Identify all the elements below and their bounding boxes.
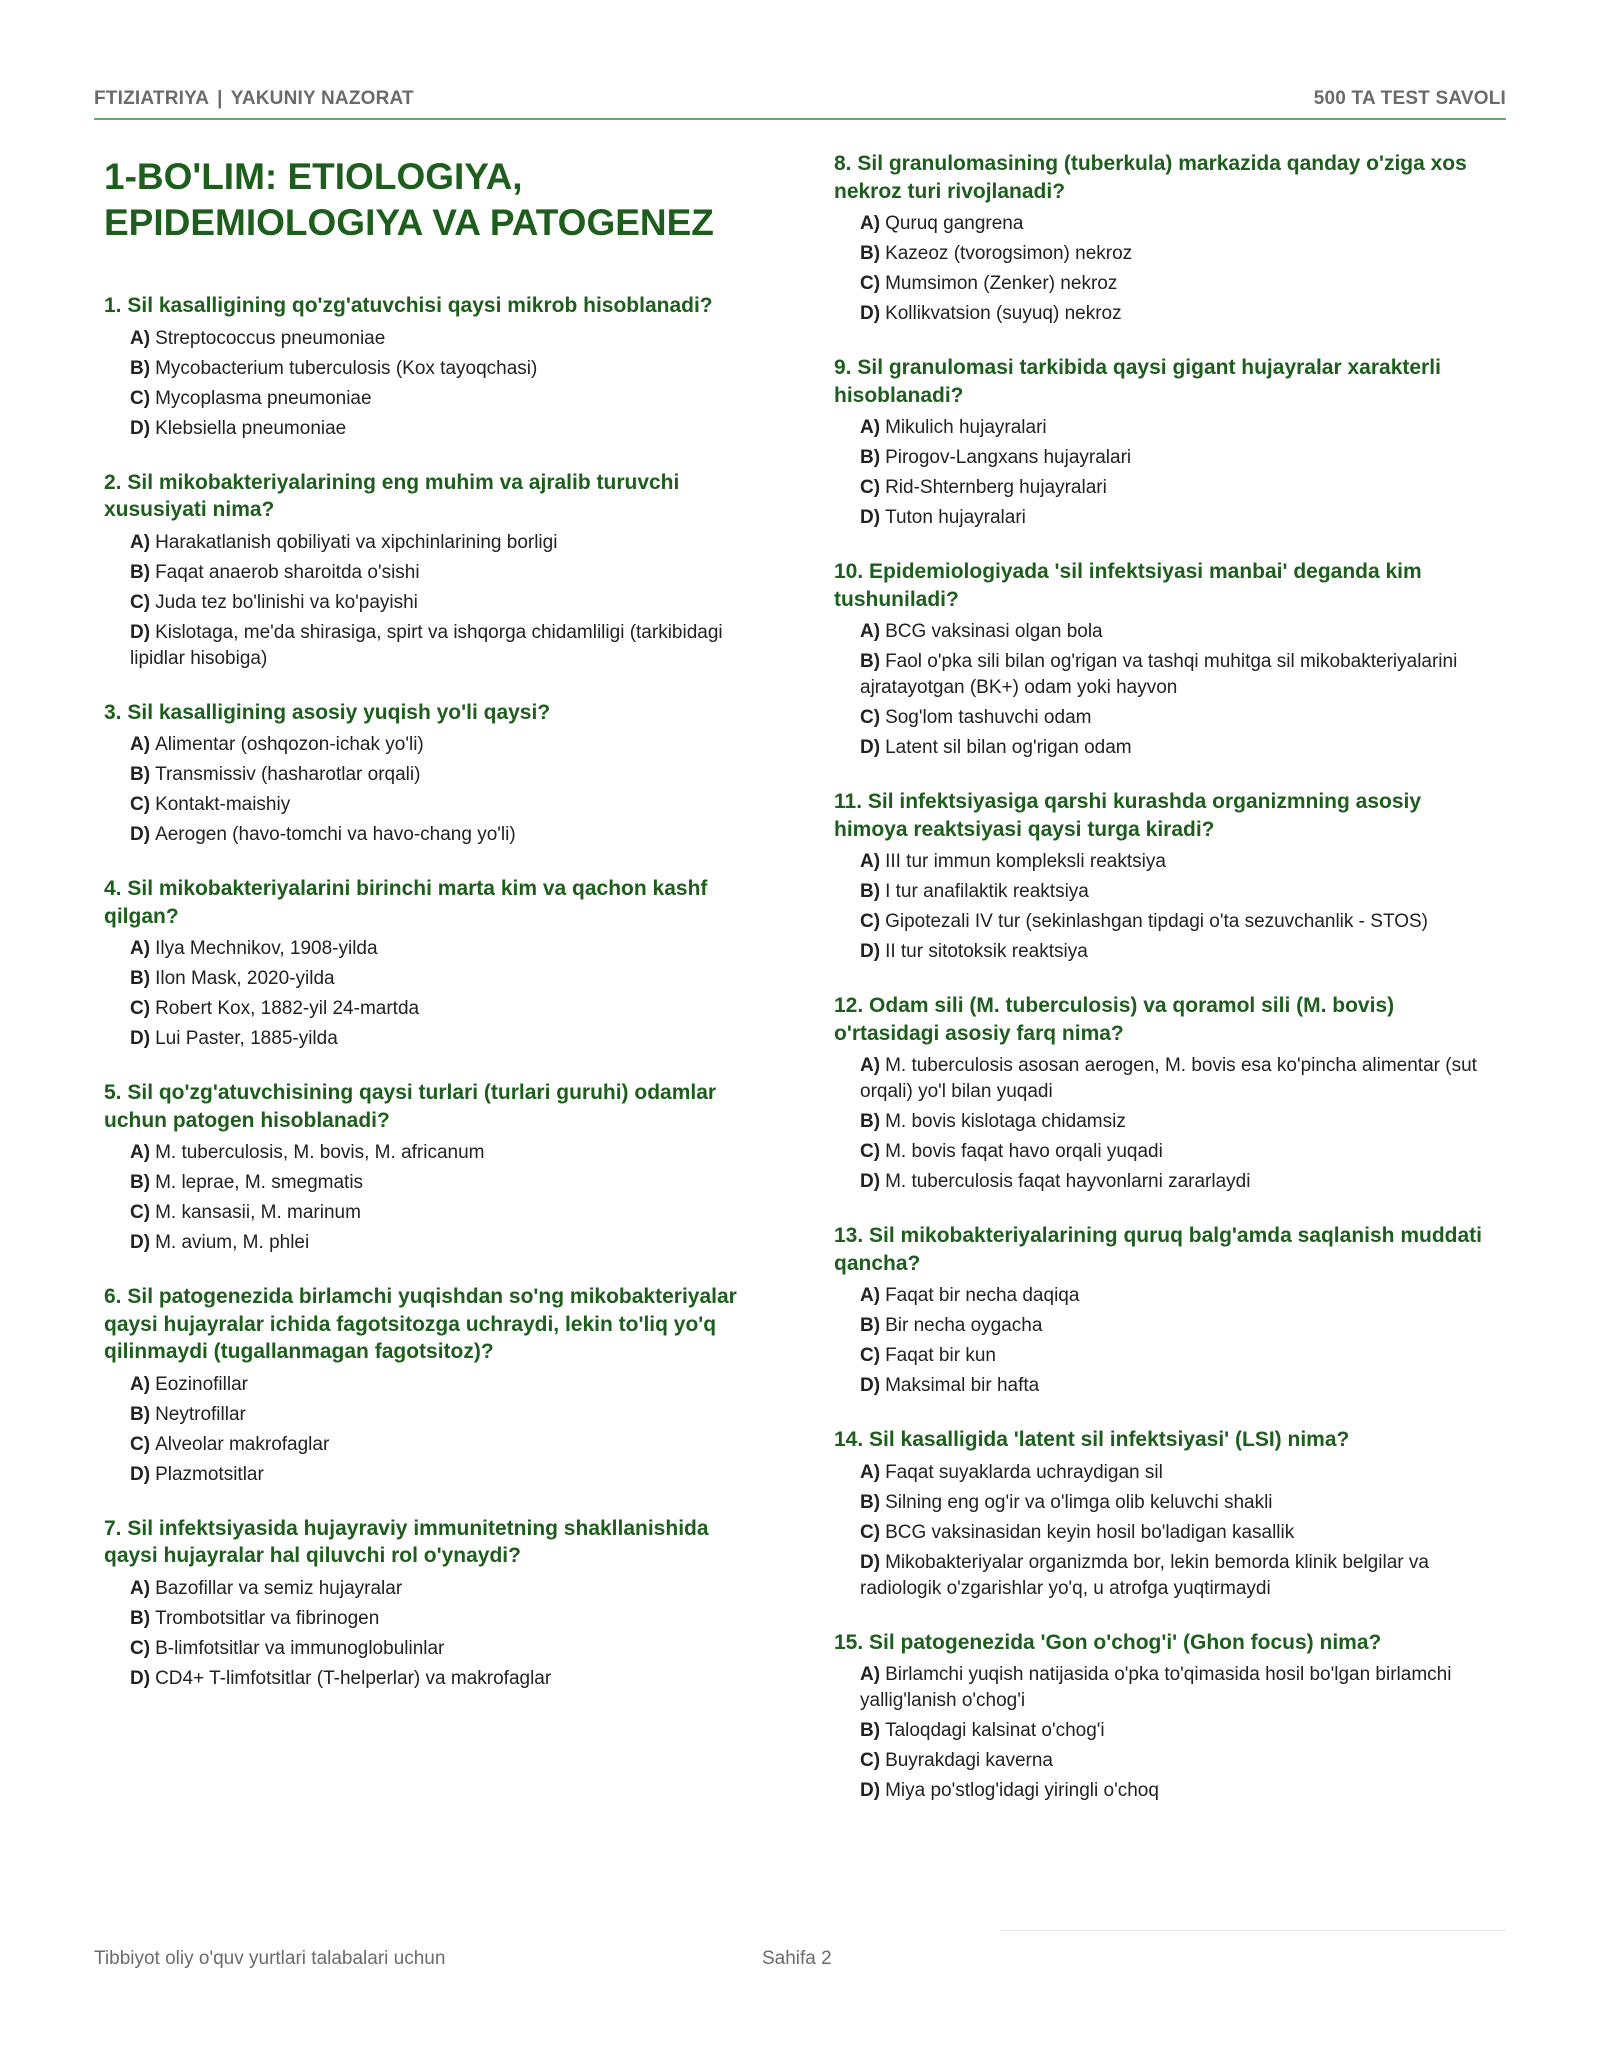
question-text: 2. Sil mikobakteriyalarining eng muhim va ajralib turuvchi xususiyati nima? bbox=[104, 470, 680, 521]
option-letter: A) bbox=[130, 938, 151, 959]
answer-option bbox=[834, 301, 1494, 327]
question-block bbox=[834, 992, 1494, 1195]
option-text: Tuton hujayralari bbox=[885, 507, 1026, 528]
answer-option bbox=[104, 792, 764, 818]
option-letter: D) bbox=[130, 1463, 151, 1485]
option-letter: A) bbox=[130, 734, 151, 755]
option-letter: A) bbox=[860, 1664, 881, 1685]
option-letter: D) bbox=[130, 824, 151, 845]
option-text: Eozinofillar bbox=[155, 1373, 248, 1395]
option-text: Maksimal bir hafta bbox=[885, 1375, 1040, 1396]
question-list-right bbox=[834, 150, 1494, 1804]
option-text: BCG vaksinasidan keyin hosil bo'ladigan kasallik bbox=[885, 1521, 1295, 1543]
option-text: Kontakt-maishiy bbox=[155, 794, 291, 815]
option-letter: C) bbox=[860, 1750, 881, 1771]
option-text: M. bovis kislotaga chidamsiz bbox=[885, 1111, 1126, 1132]
answer-option bbox=[104, 1230, 764, 1256]
answer-option bbox=[834, 475, 1494, 501]
option-text: Faqat bir necha daqiqa bbox=[885, 1285, 1080, 1306]
option-text: B-limfotsitlar va immunoglobulinlar bbox=[155, 1637, 445, 1659]
option-letter: D) bbox=[860, 507, 881, 528]
answer-option bbox=[104, 1200, 764, 1226]
option-text: Pirogov-Langxans hujayralari bbox=[885, 447, 1132, 468]
left-column bbox=[104, 150, 764, 1719]
question-text: 9. Sil granulomasi tarkibida qaysi gigant hujayralar xarakterli hisoblanadi? bbox=[834, 356, 1441, 407]
answer-option bbox=[104, 1372, 764, 1398]
answer-option bbox=[834, 1490, 1494, 1516]
question-text: 8. Sil granulomasining (tuberkula) markazida qanday o'ziga xos nekroz turi rivojlanadi? bbox=[834, 152, 1467, 203]
option-letter: C) bbox=[860, 1141, 881, 1162]
option-text: Birlamchi yuqish natijasida o'pka to'qimasida hosil bo'lgan birlamchi yallig'lanish o'chog'i bbox=[860, 1664, 1452, 1711]
question-block bbox=[104, 1515, 764, 1692]
answer-option bbox=[104, 1576, 764, 1602]
option-text: Neytrofillar bbox=[155, 1403, 246, 1425]
option-text: M. tuberculosis faqat hayvonlarni zararlaydi bbox=[885, 1171, 1251, 1192]
answer-option bbox=[104, 1606, 764, 1632]
option-letter: A) bbox=[130, 327, 151, 349]
option-text: Aerogen (havo-tomchi va havo-chang yo'li) bbox=[155, 824, 516, 845]
option-text: Kazeoz (tvorogsimon) nekroz bbox=[885, 243, 1133, 264]
option-text: M. kansasii, M. marinum bbox=[155, 1202, 361, 1223]
question-block bbox=[104, 469, 764, 672]
question-text: 3. Sil kasalligining asosiy yuqish yo'li qaysi? bbox=[104, 700, 551, 724]
page-header bbox=[94, 88, 1506, 120]
option-text: Plazmotsitlar bbox=[155, 1463, 264, 1485]
option-text: Quruq gangrena bbox=[885, 213, 1024, 234]
option-letter: B) bbox=[860, 651, 881, 672]
answer-option bbox=[834, 1139, 1494, 1165]
option-text: BCG vaksinasi olgan bola bbox=[885, 621, 1103, 642]
option-text: Mycoplasma pneumoniae bbox=[155, 387, 372, 409]
section-title: 1-BO'LIM: ETIOLOGIYA, EPIDEMIOLOGIYA VA PATOGENEZ bbox=[104, 156, 714, 243]
option-text: Mikobakteriyalar organizmda bor, lekin bemorda klinik belgilar va radiologik o'zgarishlar yo'q, u atrofga yuqtirmaydi bbox=[860, 1551, 1429, 1599]
option-text: Faol o'pka sili bilan og'rigan va tashqi muhitga sil mikobakteriyalarini ajratayotgan (BK+) odam yoki hayvon bbox=[860, 651, 1458, 698]
option-text: Harakatlanish qobiliyati va xipchinlarining borligi bbox=[155, 531, 558, 553]
option-letter: C) bbox=[860, 1345, 881, 1366]
option-text: Robert Kox, 1882-yil 24-martda bbox=[155, 998, 420, 1019]
question-list-left bbox=[104, 292, 764, 1692]
option-letter: B) bbox=[130, 764, 151, 785]
option-text: CD4+ T-limfotsitlar (T-helperlar) va makrofaglar bbox=[155, 1667, 552, 1689]
question-text: 12. Odam sili (M. tuberculosis) va qoramol sili (M. bovis) o'rtasidagi asosiy farq nima? bbox=[834, 994, 1395, 1045]
answer-option bbox=[104, 1666, 764, 1692]
question-block bbox=[104, 292, 764, 442]
option-letter: A) bbox=[130, 1577, 151, 1599]
question-text: 11. Sil infektsiyasiga qarshi kurashda organizmning asosiy himoya reaktsiyasi qaysi turga kiradi? bbox=[834, 790, 1422, 841]
option-letter: C) bbox=[130, 1637, 151, 1659]
question-text: 5. Sil qo'zg'atuvchisining qaysi turlari (turlari guruhi) odamlar uchun patogen hisoblanadi? bbox=[104, 1081, 717, 1132]
option-text: Taloqdagi kalsinat o'chog'i bbox=[885, 1720, 1105, 1741]
option-letter: B) bbox=[130, 561, 151, 583]
answer-option bbox=[104, 416, 764, 442]
option-text: M. leprae, M. smegmatis bbox=[155, 1172, 364, 1193]
option-text: Mikulich hujayralari bbox=[885, 417, 1047, 438]
answer-option bbox=[104, 732, 764, 758]
option-text: M. tuberculosis asosan aerogen, M. bovis esa ko'pincha alimentar (sut orqali) yo'l bilan yuqadi bbox=[860, 1055, 1477, 1102]
option-text: Ilon Mask, 2020-yilda bbox=[155, 968, 335, 989]
question-block bbox=[834, 1426, 1494, 1602]
page-footer bbox=[94, 1948, 1506, 1970]
answer-option bbox=[834, 1283, 1494, 1309]
option-text: Alveolar makrofaglar bbox=[155, 1433, 330, 1455]
question-block bbox=[104, 875, 764, 1052]
option-letter: C) bbox=[860, 1521, 881, 1543]
header-section: YAKUNIY NAZORAT bbox=[230, 88, 414, 109]
question-text: 14. Sil kasalligida 'latent sil infektsiyasi' (LSI) nima? bbox=[834, 1428, 1350, 1451]
option-text: Faqat anaerob sharoitda o'sishi bbox=[155, 561, 420, 583]
option-letter: B) bbox=[130, 1172, 151, 1193]
option-letter: D) bbox=[860, 1780, 881, 1801]
answer-option bbox=[834, 241, 1494, 267]
option-text: Mycobacterium tuberculosis (Kox tayoqchasi) bbox=[155, 357, 538, 379]
answer-option bbox=[834, 1313, 1494, 1339]
option-letter: D) bbox=[130, 1232, 151, 1253]
option-text: Kislotaga, me'da shirasiga, spirt va ishqorga chidamliligi (tarkibidagi lipidlar hisobiga) bbox=[130, 621, 723, 669]
option-letter: A) bbox=[860, 417, 881, 438]
question-block bbox=[834, 558, 1494, 761]
answer-option bbox=[104, 1462, 764, 1488]
option-letter: A) bbox=[130, 1373, 151, 1395]
option-letter: D) bbox=[130, 1028, 151, 1049]
answer-option bbox=[104, 386, 764, 412]
question-block bbox=[834, 1629, 1494, 1805]
answer-option bbox=[104, 326, 764, 352]
answer-option bbox=[104, 530, 764, 556]
option-letter: C) bbox=[860, 707, 881, 728]
option-text: Faqat suyaklarda uchraydigan sil bbox=[885, 1461, 1163, 1483]
answer-option bbox=[104, 1140, 764, 1166]
option-text: M. tuberculosis, M. bovis, M. africanum bbox=[155, 1142, 485, 1163]
option-text: Gipotezali IV tur (sekinlashgan tipdagi o'ta sezuvchanlik - STOS) bbox=[885, 911, 1428, 932]
answer-option bbox=[834, 1748, 1494, 1774]
answer-option bbox=[104, 590, 764, 616]
option-letter: C) bbox=[130, 794, 151, 815]
option-letter: C) bbox=[860, 911, 881, 932]
option-letter: B) bbox=[860, 1315, 881, 1336]
option-text: Kollikvatsion (suyuq) nekroz bbox=[885, 303, 1122, 324]
option-letter: A) bbox=[860, 1055, 881, 1076]
answer-option bbox=[834, 1662, 1494, 1714]
option-text: Sog'lom tashuvchi odam bbox=[885, 707, 1092, 728]
answer-option bbox=[834, 649, 1494, 701]
option-text: Klebsiella pneumoniae bbox=[155, 417, 347, 439]
question-block bbox=[104, 699, 764, 849]
answer-option bbox=[834, 879, 1494, 905]
answer-option bbox=[834, 1550, 1494, 1602]
option-text: Bir necha oygacha bbox=[885, 1315, 1043, 1336]
option-letter: D) bbox=[860, 1551, 881, 1573]
option-text: Alimentar (oshqozon-ichak yo'li) bbox=[155, 734, 424, 755]
option-letter: A) bbox=[860, 851, 881, 872]
answer-option bbox=[104, 1636, 764, 1662]
page-number: Sahifa 2 bbox=[762, 1948, 832, 1969]
answer-option bbox=[834, 211, 1494, 237]
question-block bbox=[104, 1283, 764, 1488]
answer-option bbox=[834, 1053, 1494, 1105]
option-text: Faqat bir kun bbox=[885, 1345, 996, 1366]
option-letter: B) bbox=[130, 1403, 151, 1425]
option-letter: A) bbox=[130, 1142, 151, 1163]
option-letter: D) bbox=[860, 1375, 881, 1396]
answer-option bbox=[104, 1026, 764, 1052]
answer-option bbox=[834, 415, 1494, 441]
answer-option bbox=[104, 1170, 764, 1196]
question-text: 15. Sil patogenezida 'Gon o'chog'i' (Ghon focus) nima? bbox=[834, 1630, 1382, 1654]
header-right: 500 TA TEST SAVOLI bbox=[1313, 88, 1506, 109]
answer-option bbox=[834, 1373, 1494, 1399]
answer-option bbox=[834, 505, 1494, 531]
option-letter: A) bbox=[860, 213, 881, 234]
option-text: Transmissiv (hasharotlar orqali) bbox=[155, 764, 421, 785]
option-letter: B) bbox=[860, 447, 881, 468]
option-text: Juda tez bo'linishi va ko'payishi bbox=[155, 591, 418, 613]
question-block bbox=[834, 1222, 1494, 1399]
answer-option bbox=[104, 1402, 764, 1428]
option-letter: D) bbox=[860, 303, 881, 324]
option-letter: B) bbox=[860, 1720, 881, 1741]
option-text: Mumsimon (Zenker) nekroz bbox=[885, 273, 1118, 294]
question-text: 6. Sil patogenezida birlamchi yuqishdan so'ng mikobakteriyalar qaysi hujayralar ichida fagotsitozga uchraydi, lekin to'liq yo'q qilinmaydi (tugallanmagan fagotsitoz)? bbox=[104, 1285, 737, 1363]
question-block bbox=[834, 354, 1494, 531]
answer-option bbox=[834, 1109, 1494, 1135]
footer-text: Tibbiyot oliy o'quv yurtlari talabalari uchun bbox=[94, 1948, 446, 1969]
question-block bbox=[104, 1079, 764, 1256]
option-letter: C) bbox=[130, 591, 151, 613]
option-text: Latent sil bilan og'rigan odam bbox=[885, 737, 1132, 758]
answer-option bbox=[104, 822, 764, 848]
option-letter: B) bbox=[130, 968, 151, 989]
option-text: Lui Paster, 1885-yilda bbox=[155, 1028, 338, 1049]
answer-option bbox=[104, 936, 764, 962]
option-letter: C) bbox=[130, 387, 151, 409]
option-letter: B) bbox=[860, 881, 881, 902]
answer-option bbox=[104, 1432, 764, 1458]
option-text: III tur immun kompleksli reaktsiya bbox=[885, 851, 1166, 872]
option-text: Trombotsitlar va fibrinogen bbox=[155, 1607, 380, 1629]
footer-divider bbox=[1000, 1930, 1506, 1931]
question-block bbox=[834, 788, 1494, 965]
option-letter: D) bbox=[130, 417, 151, 439]
question-text: 4. Sil mikobakteriyalarini birinchi marta kim va qachon kashf qilgan? bbox=[104, 877, 708, 928]
question-text: 1. Sil kasalligining qo'zg'atuvchisi qaysi mikrob hisoblanadi? bbox=[104, 294, 713, 317]
option-letter: D) bbox=[860, 737, 881, 758]
header-left bbox=[94, 88, 414, 110]
answer-option bbox=[834, 1169, 1494, 1195]
option-letter: B) bbox=[860, 243, 881, 264]
header-separator: | bbox=[217, 88, 223, 109]
option-letter: A) bbox=[860, 1285, 881, 1306]
option-letter: C) bbox=[130, 1202, 151, 1223]
option-letter: D) bbox=[130, 1667, 151, 1689]
question-text: 13. Sil mikobakteriyalarining quruq balg'amda saqlanish muddati qancha? bbox=[834, 1224, 1482, 1275]
header-subject: FTIZIATRIYA bbox=[94, 88, 210, 109]
option-letter: C) bbox=[860, 477, 881, 498]
option-text: I tur anafilaktik reaktsiya bbox=[885, 881, 1089, 902]
answer-option bbox=[834, 619, 1494, 645]
option-text: Buyrakdagi kaverna bbox=[885, 1750, 1053, 1771]
option-text: M. bovis faqat havo orqali yuqadi bbox=[885, 1141, 1163, 1162]
option-text: Ilya Mechnikov, 1908-yilda bbox=[155, 938, 378, 959]
answer-option bbox=[834, 1778, 1494, 1804]
option-letter: D) bbox=[860, 941, 881, 962]
option-letter: C) bbox=[130, 1433, 151, 1455]
answer-option bbox=[834, 445, 1494, 471]
option-letter: C) bbox=[860, 273, 881, 294]
question-block bbox=[834, 150, 1494, 327]
option-text: II tur sitotoksik reaktsiya bbox=[885, 941, 1088, 962]
answer-option bbox=[834, 705, 1494, 731]
answer-option bbox=[104, 996, 764, 1022]
option-letter: C) bbox=[130, 998, 151, 1019]
option-text: Rid-Shternberg hujayralari bbox=[885, 477, 1107, 498]
option-letter: A) bbox=[860, 1461, 881, 1483]
option-letter: B) bbox=[860, 1491, 881, 1513]
answer-option bbox=[104, 762, 764, 788]
option-text: Streptococcus pneumoniae bbox=[155, 327, 386, 349]
option-text: M. avium, M. phlei bbox=[155, 1232, 310, 1253]
answer-option bbox=[834, 1460, 1494, 1486]
option-text: Silning eng og'ir va o'limga olib keluvchi shakli bbox=[885, 1491, 1273, 1513]
option-letter: D) bbox=[860, 1171, 881, 1192]
option-letter: A) bbox=[130, 531, 151, 553]
answer-option bbox=[834, 849, 1494, 875]
option-text: Miya po'stlog'idagi yiringli o'choq bbox=[885, 1780, 1159, 1801]
option-letter: D) bbox=[130, 621, 151, 643]
option-text: Bazofillar va semiz hujayralar bbox=[155, 1577, 403, 1599]
option-letter: B) bbox=[130, 1607, 151, 1629]
option-letter: A) bbox=[860, 621, 881, 642]
question-text: 7. Sil infektsiyasida hujayraviy immunitetning shakllanishida qaysi hujayralar hal qiluvchi rol o'ynaydi? bbox=[104, 1516, 709, 1567]
answer-option bbox=[834, 271, 1494, 297]
answer-option bbox=[104, 966, 764, 992]
answer-option bbox=[834, 909, 1494, 935]
answer-option bbox=[834, 939, 1494, 965]
answer-option bbox=[104, 560, 764, 586]
answer-option bbox=[104, 620, 764, 672]
answer-option bbox=[104, 356, 764, 382]
question-text: 10. Epidemiologiyada 'sil infektsiyasi manbai' deganda kim tushuniladi? bbox=[834, 560, 1422, 611]
right-column bbox=[834, 150, 1494, 1831]
answer-option bbox=[834, 1343, 1494, 1369]
answer-option bbox=[834, 1520, 1494, 1546]
answer-option bbox=[834, 735, 1494, 761]
option-letter: B) bbox=[860, 1111, 881, 1132]
answer-option bbox=[834, 1718, 1494, 1744]
option-letter: B) bbox=[130, 357, 151, 379]
